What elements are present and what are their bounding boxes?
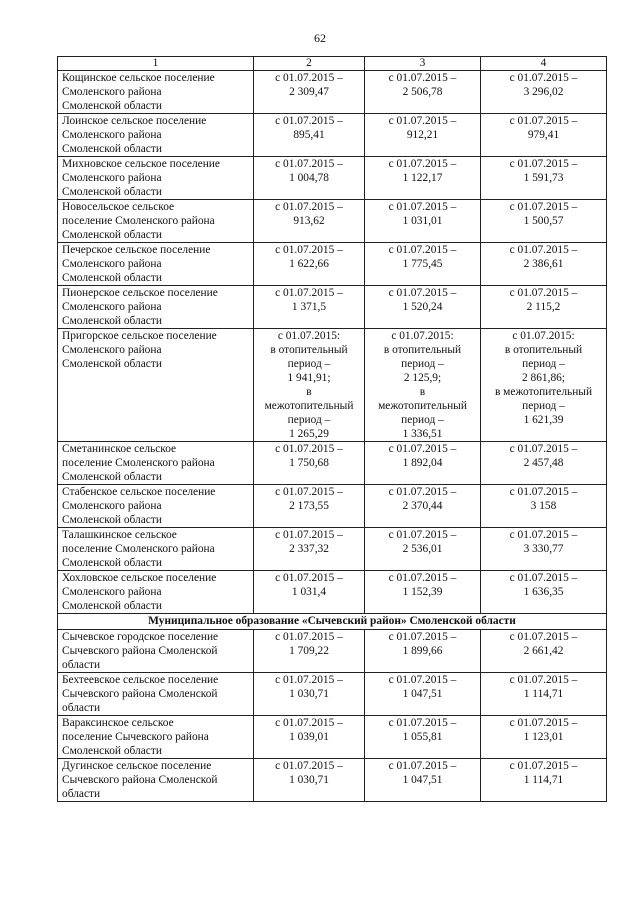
cell-line: с 01.07.2015 – [388, 486, 457, 498]
cell-line: 2 173,55 [289, 500, 329, 512]
cell-line: 1 123,01 [523, 731, 564, 743]
tariff-cell-col2 [254, 759, 365, 802]
cell-line: Смоленской области [62, 358, 162, 370]
cell-line: Смоленской области [62, 600, 162, 612]
column-header: 2 [254, 57, 365, 71]
tariff-cell-col4 [481, 571, 607, 614]
cell-line: с 01.07.2015 – [275, 201, 343, 213]
settlement-name-cell [58, 485, 254, 528]
cell-line: Смоленского района [62, 500, 162, 512]
cell-line: Смоленской области [62, 272, 162, 284]
cell-line: Смоленской области [62, 745, 162, 757]
table-row [58, 528, 607, 571]
cell-line: период – [522, 358, 565, 370]
table-row [58, 630, 607, 673]
cell-line: 1 899,66 [402, 645, 443, 657]
cell-line: Смоленского района [62, 172, 162, 184]
cell-line: 1 114,71 [523, 774, 564, 786]
cell-line: Пионерское сельское поселение [62, 287, 218, 299]
cell-line: 1 152,39 [402, 586, 443, 598]
cell-line: с 01.07.2015 – [388, 674, 457, 686]
settlement-name-cell [58, 442, 254, 485]
cell-line: с 01.07.2015 – [509, 158, 578, 170]
cell-line: период – [401, 358, 444, 370]
cell-line: с 01.07.2015 – [509, 486, 578, 498]
tariff-cell-col3 [365, 442, 481, 485]
cell-line: 1 941,91; [287, 372, 331, 384]
cell-line: 2 309,47 [289, 86, 329, 98]
table-row [58, 329, 607, 442]
cell-line: Смоленского района [62, 344, 162, 356]
tariff-cell-col3 [365, 571, 481, 614]
table-row [58, 286, 607, 329]
cell-line: с 01.07.2015 – [509, 631, 578, 643]
cell-line: Сычевского района Смоленской [62, 688, 218, 700]
tariff-cell-col3 [365, 114, 481, 157]
cell-line: 913,62 [293, 215, 325, 227]
cell-line: 1 591,73 [523, 172, 564, 184]
cell-line: с 01.07.2015 – [509, 717, 578, 729]
cell-line: с 01.07.2015 – [275, 572, 343, 584]
cell-line: 1 336,51 [402, 428, 443, 440]
page-number: 62 [314, 31, 326, 45]
cell-line: 1 122,17 [402, 172, 443, 184]
settlement-name-cell [58, 157, 254, 200]
cell-line: межотопительный [264, 400, 354, 412]
cell-line: с 01.07.2015 – [275, 287, 343, 299]
cell-line: 3 330,77 [523, 543, 564, 555]
cell-line: с 01.07.2015: [277, 330, 341, 342]
cell-line: период – [287, 414, 331, 426]
table-row [58, 571, 607, 614]
cell-line: с 01.07.2015 – [275, 115, 343, 127]
tariff-cell-col3 [365, 71, 481, 114]
settlement-name-cell [58, 528, 254, 571]
cell-line: Смоленской области [62, 229, 162, 241]
tariff-cell-col2 [254, 243, 365, 286]
cell-line: период – [401, 414, 444, 426]
cell-line: 2 370,44 [402, 500, 443, 512]
cell-line: 1 775,45 [402, 258, 443, 270]
settlement-name-cell [58, 716, 254, 759]
cell-line: области [62, 659, 101, 671]
cell-line: с 01.07.2015 – [388, 760, 457, 772]
tariff-cell-col2 [254, 528, 365, 571]
cell-line: Стабенское сельское поселение [62, 486, 216, 498]
section-row [58, 614, 607, 630]
cell-line: с 01.07.2015 – [388, 287, 457, 299]
cell-line: с 01.07.2015 – [388, 529, 457, 541]
table-row [58, 157, 607, 200]
tariff-cell-col2 [254, 673, 365, 716]
settlement-name-cell [58, 71, 254, 114]
cell-line: Смоленской области [62, 557, 162, 569]
cell-line: 1 114,71 [523, 688, 564, 700]
cell-line: Талашкинское сельское [62, 529, 177, 541]
cell-line: с 01.07.2015 – [509, 115, 578, 127]
cell-line: 1 265,29 [289, 428, 329, 440]
cell-line: с 01.07.2015 – [388, 443, 457, 455]
tariff-cell-col3 [365, 716, 481, 759]
cell-line: 1 030,71 [289, 774, 329, 786]
tariff-cell-col2 [254, 157, 365, 200]
cell-line: 912,21 [406, 129, 439, 141]
cell-line: Смоленской области [62, 514, 162, 526]
cell-line: Новосельское сельское [62, 201, 175, 213]
cell-line: с 01.07.2015 – [509, 201, 578, 213]
cell-line: 2 536,01 [402, 543, 443, 555]
cell-line: Сычевское городское поселение [62, 631, 219, 643]
cell-line: с 01.07.2015 – [509, 674, 578, 686]
cell-line: Михновское сельское поселение [62, 158, 220, 170]
cell-line: с 01.07.2015: [512, 330, 575, 342]
table-body [58, 71, 607, 802]
cell-line: Смоленской области [62, 315, 162, 327]
cell-line: 1 047,51 [402, 688, 443, 700]
cell-line: с 01.07.2015 – [275, 158, 343, 170]
cell-line: поселение Смоленского района [62, 215, 215, 227]
cell-line: 1 636,35 [523, 586, 564, 598]
tariff-cell-col4 [481, 630, 607, 673]
tariff-cell-col4 [481, 286, 607, 329]
cell-line: с 01.07.2015 – [509, 72, 578, 84]
cell-line: 1 622,66 [289, 258, 329, 270]
cell-line: 1 039,01 [289, 731, 329, 743]
cell-line: 1 621,39 [523, 414, 564, 426]
cell-line: в отопительный [504, 344, 583, 356]
cell-line: 2 125,9; [403, 372, 442, 384]
cell-line: Дугинское сельское поселение [62, 760, 212, 772]
settlement-name-cell [58, 200, 254, 243]
cell-line: с 01.07.2015 – [275, 760, 343, 772]
cell-line: 895,41 [293, 129, 325, 141]
settlement-name-cell [58, 114, 254, 157]
cell-line: 1 750,68 [289, 457, 329, 469]
tariff-cell-col3 [365, 485, 481, 528]
cell-line: с 01.07.2015 – [509, 529, 578, 541]
cell-line: с 01.07.2015 – [275, 244, 343, 256]
tariff-cell-col2 [254, 485, 365, 528]
cell-line: поселение Смоленского района [62, 457, 215, 469]
tariff-cell-col4 [481, 200, 607, 243]
table-row [58, 716, 607, 759]
tariff-cell-col4 [481, 485, 607, 528]
cell-line: 2 457,48 [523, 457, 564, 469]
tariff-cell-col3 [365, 243, 481, 286]
cell-line: 979,41 [527, 129, 560, 141]
cell-line: с 01.07.2015 – [509, 760, 578, 772]
tariff-cell-col4 [481, 673, 607, 716]
table-row [58, 442, 607, 485]
table-header-row [58, 57, 607, 71]
settlement-name-cell [58, 243, 254, 286]
cell-line: с 01.07.2015 – [275, 72, 343, 84]
cell-line: 1 709,22 [289, 645, 329, 657]
cell-line: с 01.07.2015 – [388, 244, 457, 256]
cell-line: Смоленской области [62, 100, 162, 112]
cell-line: Вараксинское сельское [62, 717, 174, 729]
settlement-name-cell [58, 759, 254, 802]
cell-line: Смоленского района [62, 129, 162, 141]
tariff-cell-col3 [365, 630, 481, 673]
tariff-table [57, 56, 607, 802]
cell-line: с 01.07.2015 – [275, 443, 343, 455]
tariff-cell-col4 [481, 528, 607, 571]
cell-line: Смоленской области [62, 471, 162, 483]
settlement-name-cell [58, 630, 254, 673]
cell-line: 1 031,01 [402, 215, 443, 227]
cell-line: поселение Смоленского района [62, 543, 215, 555]
cell-line: в [419, 386, 426, 398]
tariff-cell-col2 [254, 571, 365, 614]
tariff-cell-col2 [254, 442, 365, 485]
cell-line: с 01.07.2015 – [275, 486, 343, 498]
cell-line: с 01.07.2015: [391, 330, 454, 342]
cell-line: с 01.07.2015 – [509, 572, 578, 584]
column-header: 1 [58, 57, 254, 71]
cell-line: с 01.07.2015 – [388, 631, 457, 643]
cell-line: 1 047,51 [402, 774, 443, 786]
tariff-cell-col4 [481, 329, 607, 442]
cell-line: с 01.07.2015 – [388, 158, 457, 170]
cell-line: 2 337,32 [289, 543, 329, 555]
table-row [58, 673, 607, 716]
cell-line: Сметанинское сельское [62, 443, 177, 455]
cell-line: 1 520,24 [402, 301, 443, 313]
cell-line: 1 031,4 [291, 586, 327, 598]
table-row [58, 71, 607, 114]
cell-line: Смоленского района [62, 301, 162, 313]
cell-line: с 01.07.2015 – [388, 72, 457, 84]
cell-line: с 01.07.2015 – [388, 115, 457, 127]
cell-line: 2 386,61 [523, 258, 564, 270]
tariff-cell-col2 [254, 716, 365, 759]
cell-line: Смоленской области [62, 186, 162, 198]
cell-line: Смоленского района [62, 258, 162, 270]
cell-line: с 01.07.2015 – [388, 201, 457, 213]
tariff-cell-col2 [254, 286, 365, 329]
cell-line: 1 030,71 [289, 688, 329, 700]
tariff-cell-col4 [481, 759, 607, 802]
cell-line: Бехтеевское сельское поселение [62, 674, 219, 686]
column-header: 3 [365, 57, 481, 71]
cell-line: 1 004,78 [289, 172, 329, 184]
cell-line: области [62, 788, 101, 800]
cell-line: Лоинское сельское поселение [62, 115, 207, 127]
cell-line: поселение Сычевского района [62, 731, 209, 743]
cell-line: с 01.07.2015 – [275, 631, 343, 643]
table-row [58, 200, 607, 243]
settlement-name-cell [58, 329, 254, 442]
cell-line: 1 371,5 [291, 301, 327, 313]
settlement-name-cell [58, 286, 254, 329]
cell-line: Сычевского района Смоленской [62, 774, 218, 786]
cell-line: 3 158 [530, 500, 557, 512]
cell-line: Смоленского района [62, 86, 162, 98]
cell-line: с 01.07.2015 – [509, 443, 578, 455]
tariff-cell-col4 [481, 71, 607, 114]
settlement-name-cell [58, 571, 254, 614]
tariff-cell-col4 [481, 442, 607, 485]
tariff-cell-col3 [365, 286, 481, 329]
cell-line: Хохловское сельское поселение [62, 572, 217, 584]
cell-line: Сычевского района Смоленской [62, 645, 218, 657]
tariff-cell-col4 [481, 243, 607, 286]
cell-line: межотопительный [378, 400, 467, 412]
cell-line: 3 296,02 [523, 86, 564, 98]
section-title: Муниципальное образование «Сычевский район» Смоленской области [58, 614, 607, 630]
column-header: 4 [481, 57, 607, 71]
tariff-cell-col3 [365, 528, 481, 571]
cell-line: с 01.07.2015 – [275, 529, 343, 541]
tariff-cell-col2 [254, 71, 365, 114]
cell-line: Смоленского района [62, 586, 162, 598]
cell-line: 1 055,81 [402, 731, 443, 743]
cell-line: области [62, 702, 101, 714]
table-row [58, 243, 607, 286]
cell-line: 1 500,57 [523, 215, 564, 227]
cell-line: Смоленской области [62, 143, 162, 155]
cell-line: период – [522, 400, 565, 412]
tariff-cell-col4 [481, 157, 607, 200]
cell-line: период – [287, 358, 331, 370]
settlement-name-cell [58, 673, 254, 716]
tariff-cell-col2 [254, 200, 365, 243]
table-row [58, 485, 607, 528]
tariff-cell-col3 [365, 200, 481, 243]
tariff-cell-col4 [481, 716, 607, 759]
tariff-cell-col2 [254, 114, 365, 157]
cell-line: 2 861,86; [521, 372, 566, 384]
cell-line: Кощинское сельское поселение [62, 72, 215, 84]
cell-line: Пригорское сельское поселение [62, 330, 217, 342]
table-row [58, 114, 607, 157]
cell-line: 2 115,2 [526, 301, 561, 313]
cell-line: 2 661,42 [523, 645, 564, 657]
cell-line: 2 506,78 [402, 86, 443, 98]
table-row [58, 759, 607, 802]
cell-line: с 01.07.2015 – [509, 244, 578, 256]
cell-line: в [306, 386, 312, 398]
cell-line: в отопительный [383, 344, 462, 356]
tariff-cell-col3 [365, 329, 481, 442]
tariff-cell-col3 [365, 673, 481, 716]
cell-line: в межотопительный [494, 386, 593, 398]
cell-line: с 01.07.2015 – [275, 674, 343, 686]
cell-line: с 01.07.2015 – [388, 717, 457, 729]
tariff-cell-col3 [365, 157, 481, 200]
cell-line: в отопительный [270, 344, 348, 356]
tariff-cell-col2 [254, 329, 365, 442]
cell-line: с 01.07.2015 – [388, 572, 457, 584]
cell-line: с 01.07.2015 – [275, 717, 343, 729]
cell-line: с 01.07.2015 – [509, 287, 578, 299]
tariff-cell-col2 [254, 630, 365, 673]
cell-line: 1 892,04 [402, 457, 443, 469]
tariff-cell-col4 [481, 114, 607, 157]
cell-line: Печерское сельское поселение [62, 244, 211, 256]
tariff-cell-col3 [365, 759, 481, 802]
